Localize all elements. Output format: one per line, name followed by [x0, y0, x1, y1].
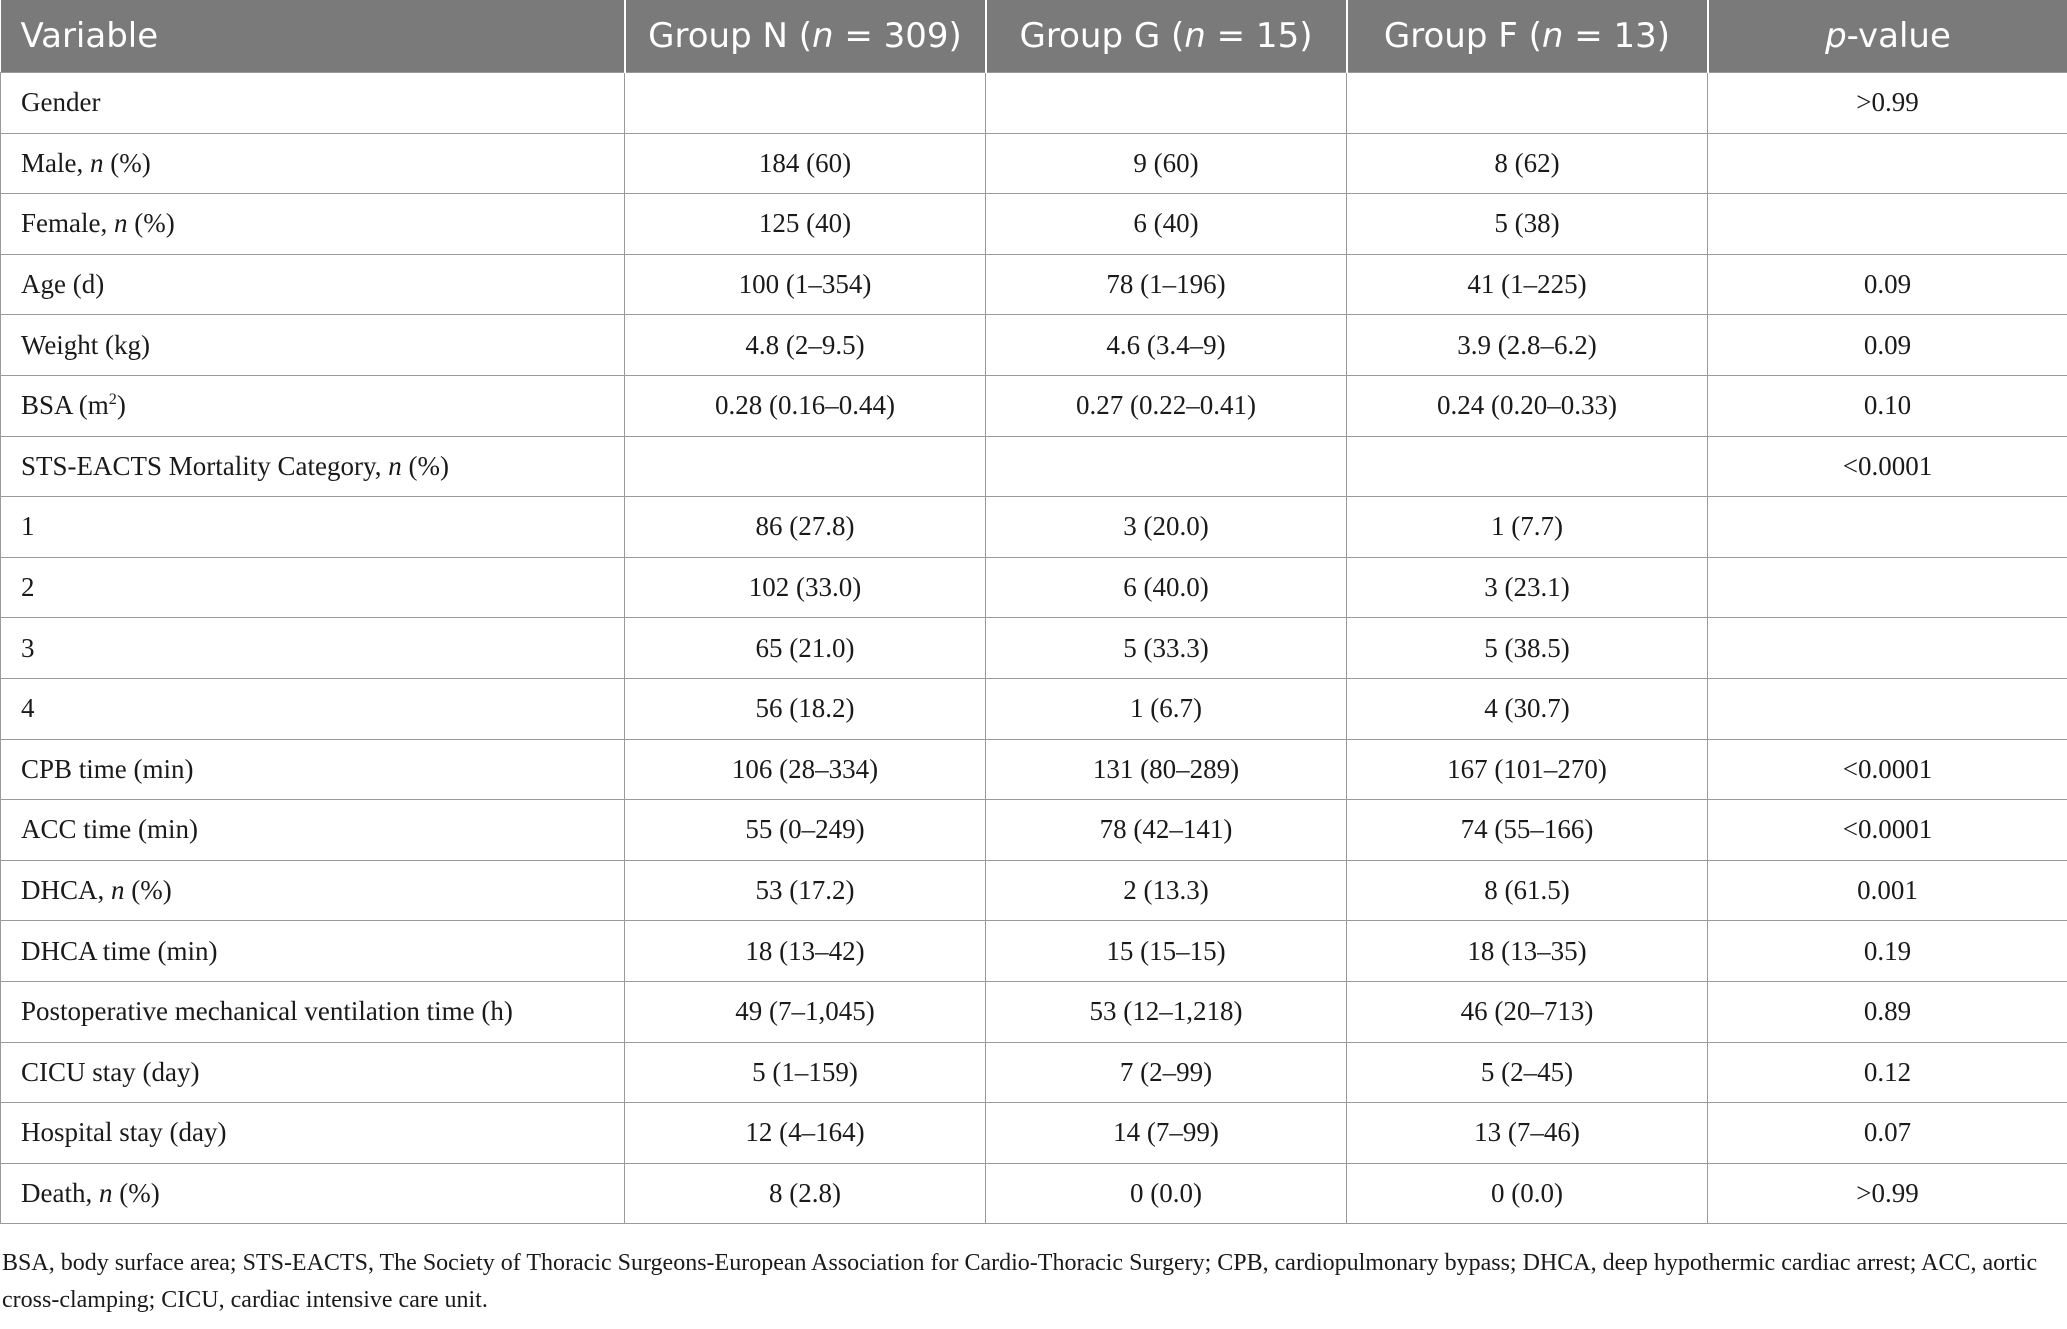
header-text: Group G ( [1019, 16, 1185, 56]
row-label-sup: 2 [108, 390, 117, 409]
p-value-cell [1708, 557, 2067, 618]
row-label-italic: n [98, 1177, 113, 1208]
row-label-text: CPB time (min) [21, 753, 194, 784]
row-label [1, 254, 625, 315]
row-label-text: Male, [21, 147, 90, 178]
row-label-text: ACC time (min) [21, 814, 198, 845]
row-label-text: DHCA time (min) [21, 935, 218, 966]
group-value-cell [625, 436, 986, 497]
p-value-cell [1708, 497, 2067, 558]
table-row [1, 1163, 2067, 1224]
group-value-cell [625, 73, 986, 134]
table-row [1, 1103, 2067, 1164]
group-value-cell [1347, 73, 1708, 134]
group-value-cell: 131 (80–289) [986, 739, 1347, 800]
p-value-cell: 0.09 [1708, 315, 2067, 376]
table-row [1, 678, 2067, 739]
header-text: Group N ( [648, 16, 812, 56]
group-value-cell: 12 (4–164) [625, 1103, 986, 1164]
row-label-text: ) [116, 390, 126, 421]
group-value-cell: 1 (6.7) [986, 678, 1347, 739]
table-row [1, 73, 2067, 134]
table-row [1, 194, 2067, 255]
row-label [1, 921, 625, 982]
group-value-cell: 6 (40) [986, 194, 1347, 255]
group-value-cell: 0 (0.0) [986, 1163, 1347, 1224]
group-value-cell: 9 (60) [986, 133, 1347, 194]
p-value-cell: 0.19 [1708, 921, 2067, 982]
row-label [1, 1042, 625, 1103]
row-label-text: Female, [21, 208, 114, 239]
header-text: = 309) [833, 16, 962, 56]
row-label-text: 2 [21, 572, 35, 603]
group-value-cell: 78 (1–196) [986, 254, 1347, 315]
group-value-cell: 1 (7.7) [1347, 497, 1708, 558]
row-label-text: Gender [21, 87, 101, 118]
header-row [1, 0, 2067, 73]
group-value-cell: 86 (27.8) [625, 497, 986, 558]
column-header [1708, 0, 2067, 73]
group-value-cell: 5 (38.5) [1347, 618, 1708, 679]
group-value-cell: 53 (12–1,218) [986, 981, 1347, 1042]
group-value-cell [986, 436, 1347, 497]
p-value-cell: <0.0001 [1708, 436, 2067, 497]
group-value-cell: 65 (21.0) [625, 618, 986, 679]
column-header [625, 0, 986, 73]
table-row [1, 981, 2067, 1042]
table-row [1, 739, 2067, 800]
row-label-text: Hospital stay (day) [21, 1117, 227, 1148]
group-value-cell: 8 (2.8) [625, 1163, 986, 1224]
group-value-cell: 7 (2–99) [986, 1042, 1347, 1103]
row-label-text: Death, [21, 1177, 99, 1208]
header-italic: n [812, 16, 834, 56]
group-value-cell: 56 (18.2) [625, 678, 986, 739]
row-label [1, 800, 625, 861]
group-value-cell: 0.24 (0.20–0.33) [1347, 375, 1708, 436]
row-label-italic: n [111, 875, 125, 906]
table-row [1, 497, 2067, 558]
row-label [1, 981, 625, 1042]
group-value-cell: 14 (7–99) [986, 1103, 1347, 1164]
row-label-italic: n [388, 450, 402, 481]
group-value-cell: 0.27 (0.22–0.41) [986, 375, 1347, 436]
p-value-cell: <0.0001 [1708, 739, 2067, 800]
row-label-text: Postoperative mechanical ventilation time (h) [21, 996, 513, 1027]
group-value-cell: 5 (2–45) [1347, 1042, 1708, 1103]
group-value-cell: 78 (42–141) [986, 800, 1347, 861]
row-label-text: CICU stay (day) [21, 1056, 200, 1087]
header-text: Group F ( [1383, 16, 1542, 56]
row-label [1, 1103, 625, 1164]
row-label [1, 133, 625, 194]
group-value-cell: 55 (0–249) [625, 800, 986, 861]
header-text: = 13) [1563, 16, 1671, 56]
row-label [1, 375, 625, 436]
p-value-cell: 0.12 [1708, 1042, 2067, 1103]
table-row [1, 921, 2067, 982]
row-label [1, 1163, 625, 1224]
p-value-cell [1708, 678, 2067, 739]
row-label-text: (%) [401, 450, 449, 481]
header-text: = 15) [1205, 16, 1313, 56]
group-value-cell: 8 (61.5) [1347, 860, 1708, 921]
group-value-cell: 18 (13–35) [1347, 921, 1708, 982]
group-value-cell: 53 (17.2) [625, 860, 986, 921]
row-label [1, 618, 625, 679]
row-label-text: Weight (kg) [21, 329, 151, 360]
group-value-cell: 0.28 (0.16–0.44) [625, 375, 986, 436]
group-value-cell: 4.6 (3.4–9) [986, 315, 1347, 376]
row-label-text: (%) [127, 208, 175, 239]
p-value-cell: <0.0001 [1708, 800, 2067, 861]
p-value-cell [1708, 133, 2067, 194]
table-row [1, 436, 2067, 497]
row-label-text: DHCA, [21, 875, 112, 906]
group-value-cell: 2 (13.3) [986, 860, 1347, 921]
p-value-cell: 0.10 [1708, 375, 2067, 436]
group-value-cell: 8 (62) [1347, 133, 1708, 194]
group-value-cell: 3.9 (2.8–6.2) [1347, 315, 1708, 376]
group-value-cell: 6 (40.0) [986, 557, 1347, 618]
header-italic: p [1825, 16, 1847, 56]
group-value-cell: 106 (28–334) [625, 739, 986, 800]
table-row [1, 375, 2067, 436]
row-label [1, 860, 625, 921]
group-value-cell [986, 73, 1347, 134]
row-label-text: (%) [103, 147, 151, 178]
group-value-cell: 100 (1–354) [625, 254, 986, 315]
group-value-cell: 13 (7–46) [1347, 1103, 1708, 1164]
p-value-cell: 0.89 [1708, 981, 2067, 1042]
p-value-cell [1708, 194, 2067, 255]
row-label [1, 497, 625, 558]
group-value-cell: 3 (23.1) [1347, 557, 1708, 618]
table-row [1, 618, 2067, 679]
p-value-cell: 0.07 [1708, 1103, 2067, 1164]
p-value-cell: >0.99 [1708, 73, 2067, 134]
row-label-text: 4 [21, 693, 35, 724]
group-value-cell: 3 (20.0) [986, 497, 1347, 558]
p-value-cell: 0.001 [1708, 860, 2067, 921]
p-value-cell: 0.09 [1708, 254, 2067, 315]
table-row [1, 557, 2067, 618]
row-label [1, 194, 625, 255]
row-label-text: BSA (m [21, 390, 109, 421]
group-value-cell: 102 (33.0) [625, 557, 986, 618]
row-label [1, 739, 625, 800]
row-label-text: 1 [21, 511, 35, 542]
row-label [1, 73, 625, 134]
row-label-italic: n [113, 208, 128, 239]
table-row [1, 315, 2067, 376]
row-label [1, 557, 625, 618]
group-value-cell: 41 (1–225) [1347, 254, 1708, 315]
row-label-text: 3 [21, 632, 35, 663]
row-label-italic: n [89, 147, 104, 178]
group-value-cell: 167 (101–270) [1347, 739, 1708, 800]
table-footnote: BSA, body surface area; STS-EACTS, The Society of Thoracic Surgeons-European Association for Cardio-Thoracic Surgery; CPB, cardiopulmonary bypass; DHCA, deep hypothermic cardiac arrest; ACC, aortic cross-clamping; CICU, cardiac intensive care unit. [2, 1250, 2038, 1313]
group-value-cell: 15 (15–15) [986, 921, 1347, 982]
table-row [1, 800, 2067, 861]
row-label [1, 678, 625, 739]
row-label [1, 436, 625, 497]
group-value-cell: 18 (13–42) [625, 921, 986, 982]
group-value-cell: 74 (55–166) [1347, 800, 1708, 861]
table-row [1, 254, 2067, 315]
row-label-text: STS-EACTS Mortality Category, [21, 450, 389, 481]
header-italic: n [1184, 16, 1206, 56]
table-row [1, 133, 2067, 194]
row-label-text: (%) [112, 1177, 160, 1208]
header-italic: n [1541, 16, 1564, 56]
group-value-cell: 49 (7–1,045) [625, 981, 986, 1042]
header-text: Variable [20, 16, 159, 56]
group-value-cell: 184 (60) [625, 133, 986, 194]
group-value-cell: 5 (33.3) [986, 618, 1347, 679]
column-header [986, 0, 1347, 73]
group-value-cell: 46 (20–713) [1347, 981, 1708, 1042]
table-row [1, 1042, 2067, 1103]
group-value-cell: 5 (38) [1347, 194, 1708, 255]
group-value-cell: 0 (0.0) [1347, 1163, 1708, 1224]
group-value-cell: 4 (30.7) [1347, 678, 1708, 739]
row-label [1, 315, 625, 376]
group-value-cell: 5 (1–159) [625, 1042, 986, 1103]
column-header [1347, 0, 1708, 73]
group-value-cell: 4.8 (2–9.5) [625, 315, 986, 376]
column-header [1, 0, 625, 73]
row-label-text: (%) [124, 875, 172, 906]
header-text: -value [1846, 16, 1951, 56]
group-value-cell: 125 (40) [625, 194, 986, 255]
p-value-cell [1708, 618, 2067, 679]
p-value-cell: >0.99 [1708, 1163, 2067, 1224]
group-value-cell [1347, 436, 1708, 497]
row-label-text: Age (d) [21, 269, 105, 300]
table-row [1, 860, 2067, 921]
